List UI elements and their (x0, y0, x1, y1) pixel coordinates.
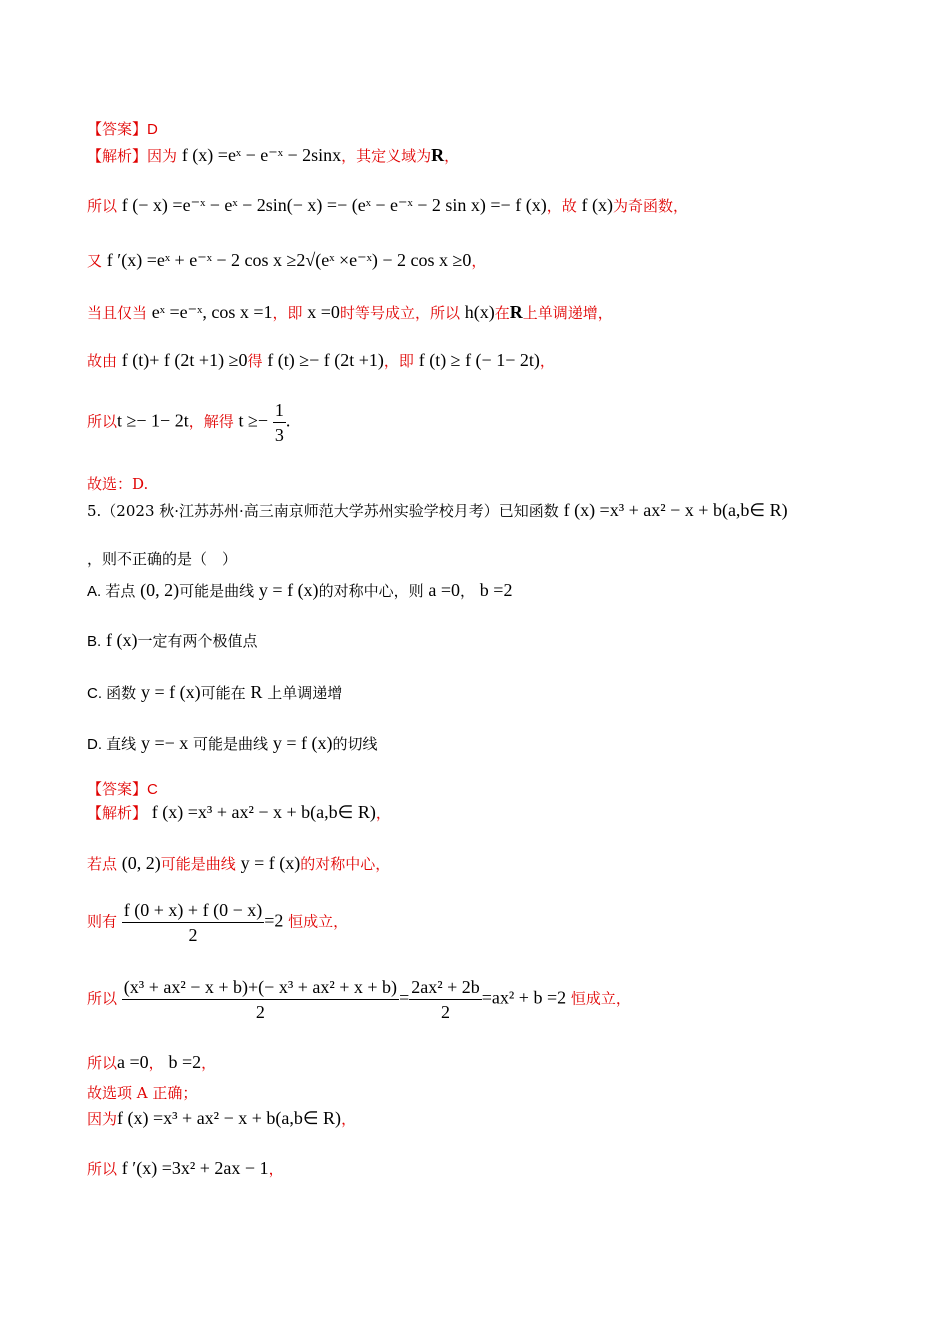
text: ， (539, 352, 555, 370)
text: ，即 (272, 304, 303, 322)
text: 上单调递增， (522, 304, 613, 322)
text: =2 (264, 910, 284, 931)
formula: b =2 (479, 580, 513, 600)
text: ， (201, 1054, 217, 1072)
numerator: f (0 + x) + f (0 − x) (122, 898, 264, 923)
q4-answer-line (87, 118, 158, 139)
option-d (87, 733, 378, 754)
real-set-symbol: R (431, 145, 445, 165)
text: 故选：D. (87, 475, 149, 493)
fraction (122, 898, 264, 947)
denominator: 2 (255, 1002, 265, 1022)
text: 的对称中心， (300, 855, 391, 873)
text: 的切线 (332, 735, 378, 753)
text: ，则不正确的是（ ） (87, 550, 238, 568)
formula: y = f (x) (140, 682, 201, 702)
q5-solution-line-7 (87, 1108, 356, 1129)
formula: f (t) ≥− f (2t +1) (267, 350, 384, 370)
q4-conclusion (87, 473, 148, 494)
solution-label: 【解析】 (87, 147, 148, 165)
denominator: 2 (188, 925, 198, 945)
text: ， (444, 147, 460, 165)
formula: x =0 (307, 302, 340, 322)
text: 可能是曲线 (160, 855, 236, 873)
text: 故由 (87, 352, 118, 370)
text: ，即 (383, 352, 414, 370)
solution-label: 【解析】 (87, 804, 148, 822)
real-set-symbol: R (250, 682, 263, 702)
text: = (399, 987, 410, 1008)
text: ， (268, 1160, 284, 1178)
formula: f (x) =x³ + ax² − x + b(a,b∈ R) (151, 802, 376, 822)
formula: f ′(x) =eˣ + e⁻ˣ − 2 cos x ≥2√(eˣ ×e⁻ˣ) − 2 cos x ≥0 (106, 250, 472, 270)
q5-solution-line-1 (87, 802, 391, 823)
formula: f (t) ≥ f (− 1− 2t) (418, 350, 540, 370)
q4-solution-line-6 (87, 398, 290, 447)
text: C. 函数 (87, 685, 137, 702)
q5-stem-line-2 (87, 548, 237, 569)
text: ，故 (546, 197, 577, 215)
text: ， (460, 582, 476, 600)
q4-solution-line-2 (87, 195, 688, 216)
text: 所以 (87, 1160, 118, 1178)
text: ， (148, 1054, 164, 1072)
numerator: 1 (273, 398, 286, 423)
formula: y = f (x) (272, 733, 333, 753)
formula: f (− x) =e⁻ˣ − eˣ − 2sin(− x) =− (eˣ − e⁻ˣ − 2 sin x) =− f (x) (121, 195, 547, 215)
formula: a =0 (117, 1052, 149, 1072)
formula: y =− x (140, 733, 189, 753)
text: 因为 (87, 1110, 118, 1128)
text: ， (471, 252, 487, 270)
text: 若点 (87, 855, 118, 873)
q5-solution-line-4 (87, 975, 631, 1024)
text: 时等号成立，所以 (339, 304, 460, 322)
formula: f (x) =x³ + ax² − x + b(a,b∈ R) (117, 1108, 342, 1128)
text: 所以 (87, 1054, 118, 1072)
formula: y = f (x) (258, 580, 319, 600)
numerator: 2ax² + 2b (409, 975, 482, 1000)
text: 可能是曲线 (193, 735, 269, 753)
formula: f (x) (105, 630, 138, 650)
text: 恒成立， (288, 912, 349, 931)
q5-solution-line-2 (87, 853, 390, 874)
text: 为奇函数， (612, 197, 688, 215)
fraction (273, 398, 286, 447)
formula: (0, 2) (121, 853, 161, 873)
text: 的对称中心，则 (318, 582, 424, 600)
text: 一定有两个极值点 (137, 632, 258, 650)
answer-label: 【答案】 (87, 780, 148, 798)
answer-value: D (147, 121, 158, 138)
q5-solution-line-8 (87, 1158, 284, 1179)
formula: t ≥− (238, 410, 269, 431)
numerator: (x³ + ax² − x + b)+(− x³ + ax² + x + b) (122, 975, 399, 1000)
fraction (409, 975, 482, 1024)
q4-solution-line-1 (87, 145, 459, 166)
q5-solution-line-5 (87, 1052, 216, 1073)
formula: f (x) (581, 195, 613, 215)
q5-solution-line-6 (87, 1082, 197, 1103)
formula: y = f (x) (240, 853, 301, 873)
text: ，解得 (188, 412, 234, 431)
denominator: 3 (274, 425, 284, 445)
text: D. 直线 (87, 736, 137, 753)
q5-solution-line-3 (87, 898, 348, 947)
formula: f (x) =x³ + ax² − x + b(a,b∈ R) (563, 500, 788, 520)
answer-value: C (147, 781, 158, 798)
formula: b =2 (168, 1052, 202, 1072)
option-b (87, 630, 257, 651)
text: 所以 (87, 412, 118, 431)
text: A. 若点 (87, 583, 136, 600)
question-stem: 5.（2023 秋·江苏苏州·高三南京师范大学苏州实验学校月考）已知函数 (87, 502, 559, 520)
formula: t ≥− 1− 2t (117, 410, 189, 431)
denominator: 2 (440, 1002, 450, 1022)
formula: f (x) =eˣ − e⁻ˣ − 2sinx (181, 145, 342, 165)
fraction (122, 975, 399, 1024)
q5-stem-line-1 (87, 500, 788, 521)
text: ，其定义域为 (341, 147, 432, 165)
q4-solution-line-5 (87, 350, 555, 371)
text: B. (87, 633, 102, 650)
text: 得 (247, 352, 263, 370)
text: 则有 (87, 912, 118, 931)
text: 上单调递增 (267, 684, 343, 702)
text: 故选项 A 正确； (87, 1084, 198, 1102)
formula: a =0 (428, 580, 460, 600)
text: 可能是曲线 (179, 582, 255, 600)
text: 恒成立， (570, 989, 631, 1008)
text: ， (341, 1110, 357, 1128)
text: 所以 (87, 989, 118, 1008)
q4-solution-line-3 (87, 250, 486, 271)
option-a (87, 580, 512, 601)
formula: eˣ =e⁻ˣ, cos x =1 (151, 302, 273, 322)
q5-answer-line (87, 778, 158, 799)
text: 可能在 (200, 684, 246, 702)
text: 所以 (87, 197, 118, 215)
text: 又 (87, 252, 103, 270)
q4-solution-line-4 (87, 302, 613, 323)
option-c (87, 682, 342, 703)
text: 在 (494, 304, 510, 322)
formula: f (t)+ f (2t +1) ≥0 (121, 350, 248, 370)
answer-label: 【答案】 (87, 120, 148, 138)
text: 因为 (147, 147, 178, 165)
text: . (285, 410, 291, 431)
real-set-symbol: R (509, 302, 523, 322)
formula: (0, 2) (140, 580, 180, 600)
text: 当且仅当 (87, 304, 148, 322)
formula: h(x) (464, 302, 495, 322)
text: =ax² + b =2 (481, 987, 567, 1008)
text: ， (375, 804, 391, 822)
formula: f ′(x) =3x² + 2ax − 1 (121, 1158, 269, 1178)
